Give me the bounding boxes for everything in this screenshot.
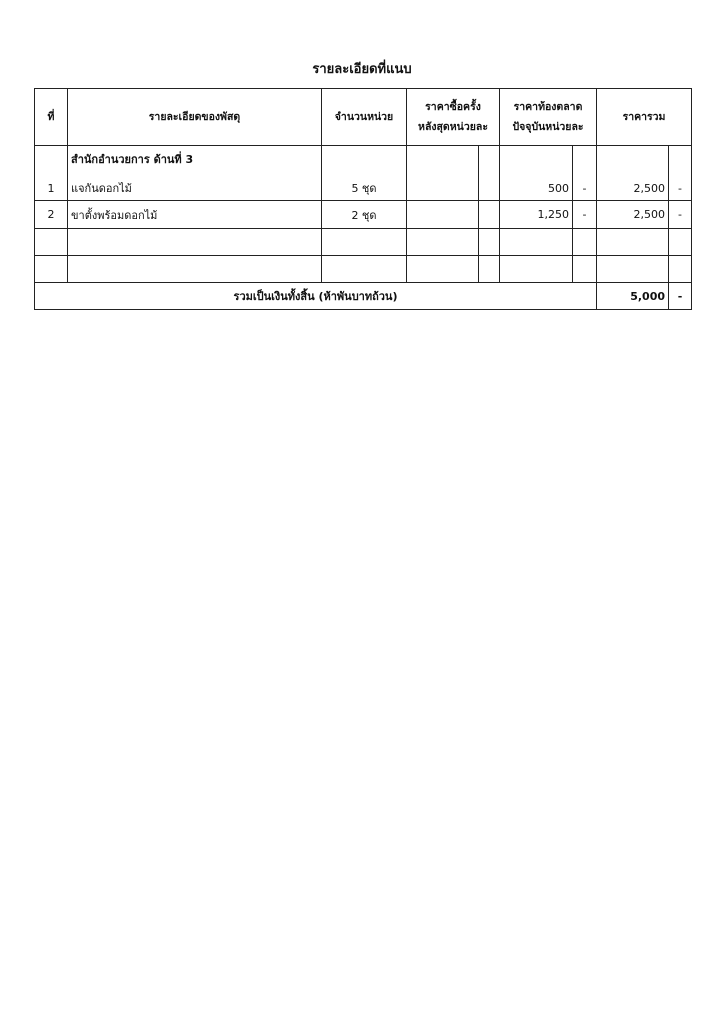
row-total: 2,500: [597, 201, 669, 229]
blank-cell: [35, 256, 68, 283]
row-last-price: [407, 176, 479, 201]
row-total-dash: -: [669, 201, 692, 229]
details-table: [34, 88, 692, 310]
row-no: 2: [35, 201, 68, 229]
blank-cell: [68, 229, 322, 256]
blank-cell: [573, 256, 597, 283]
section-row: [35, 146, 692, 177]
blank-cell: [500, 229, 573, 256]
grand-total-row: [35, 283, 692, 310]
blank-cell: [322, 229, 407, 256]
blank-cell: [669, 229, 692, 256]
grand-total-label: รวมเป็นเงินทั้งสิ้น (ห้าพันบาทถ้วน): [35, 283, 597, 310]
blank-cell: [597, 229, 669, 256]
header-row: [35, 89, 692, 146]
header-market-price-line1: ราคาท้องตลาด: [513, 101, 583, 113]
row-last-price-dash: [479, 201, 500, 229]
blank-row: [35, 256, 692, 283]
row-market-price: 500: [500, 176, 573, 201]
cell-last-price-dash: [479, 146, 500, 177]
grand-total-value: 5,000: [597, 283, 669, 310]
blank-cell: [597, 256, 669, 283]
cell-market-price-dash: [573, 146, 597, 177]
row-market-price-dash: -: [573, 176, 597, 201]
header-no: ที่: [35, 89, 68, 146]
blank-cell: [669, 256, 692, 283]
header-last-price: [407, 89, 500, 146]
blank-cell: [35, 229, 68, 256]
cell-no: [35, 146, 68, 177]
header-market-price: [500, 89, 597, 146]
blank-cell: [68, 256, 322, 283]
row-description: ขาตั้งพร้อมดอกไม้: [68, 201, 322, 229]
row-quantity: 5 ชุด: [322, 176, 407, 201]
blank-cell: [500, 256, 573, 283]
row-market-price-dash: -: [573, 201, 597, 229]
header-quantity: จำนวนหน่วย: [322, 89, 407, 146]
blank-cell: [479, 229, 500, 256]
row-quantity: 2 ชุด: [322, 201, 407, 229]
header-market-price-line2: ปัจจุบันหน่วยละ: [512, 121, 584, 133]
cell-quantity: [322, 146, 407, 177]
table-row: [35, 201, 692, 229]
blank-row: [35, 229, 692, 256]
row-last-price: [407, 201, 479, 229]
cell-total-dash: [669, 146, 692, 177]
blank-cell: [479, 256, 500, 283]
header-description: รายละเอียดของพัสดุ: [68, 89, 322, 146]
row-market-price: 1,250: [500, 201, 573, 229]
row-total-dash: -: [669, 176, 692, 201]
header-total: ราคารวม: [597, 89, 692, 146]
blank-cell: [407, 256, 479, 283]
row-last-price-dash: [479, 176, 500, 201]
header-last-price-line2: หลังสุดหน่วยละ: [418, 121, 488, 133]
cell-market-price: [500, 146, 573, 177]
cell-last-price: [407, 146, 479, 177]
table-row: [35, 176, 692, 201]
page-title: รายละเอียดที่แนบ: [312, 62, 412, 77]
blank-cell: [322, 256, 407, 283]
header-last-price-line1: ราคาซื้อครั้ง: [425, 101, 481, 113]
grand-total-dash: -: [669, 283, 692, 310]
cell-total: [597, 146, 669, 177]
blank-cell: [407, 229, 479, 256]
row-total: 2,500: [597, 176, 669, 201]
blank-cell: [573, 229, 597, 256]
row-no: 1: [35, 176, 68, 201]
row-description: แจกันดอกไม้: [68, 176, 322, 201]
section-label: สำนักอำนวยการ ด้านที่ 3: [68, 146, 322, 177]
